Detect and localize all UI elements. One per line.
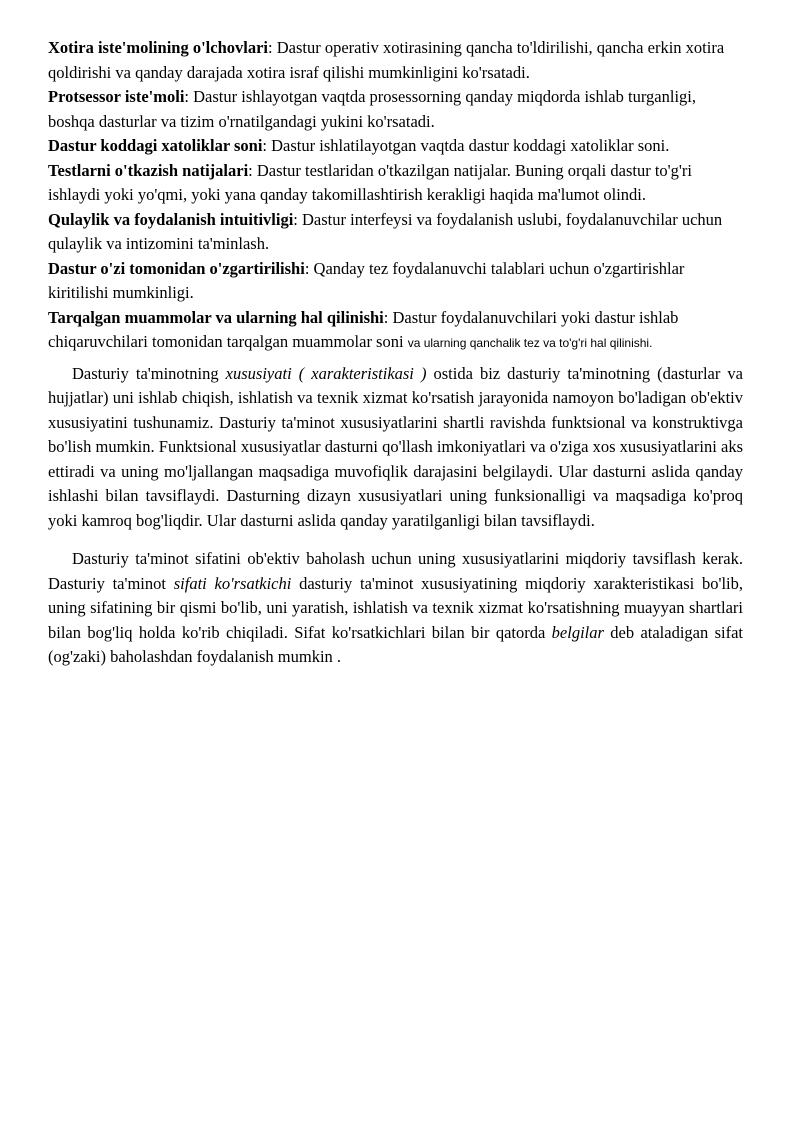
paragraph-text: deb ataladigan sifat (og'zaki) baholashdan foydalanish mumkin . — [48, 622, 743, 666]
list-item — [48, 306, 743, 356]
paragraph-characteristics — [48, 362, 743, 534]
list-item — [48, 85, 743, 134]
item-text: : Dastur interfeysi va foydalanish uslubi, foydalanuvchilar uchun qulaylik va intizomini ta'minlash. — [48, 209, 723, 253]
item-term: Qulaylik va foydalanish intuitivligi — [48, 209, 294, 229]
list-item — [48, 134, 743, 159]
item-term: Dastur o'zi tomonidan o'zgartirilishi — [48, 258, 305, 278]
item-text: : Qanday tez foydalanuvchi talablari uchun o'zgartirishlar kiritilishi mumkinligi. — [48, 258, 685, 302]
document-page — [48, 36, 743, 670]
item-text: : Dastur ishlatilayotgan vaqtda dastur koddagi xatoliklar soni. — [262, 136, 670, 155]
item-text: : Dastur ishlayotgan vaqtda prosessorning qanday miqdorda ishlab turganligi, boshqa dasturlar va tizim o'rnatilgandagi yukini ko'rsatadi. — [48, 87, 696, 131]
paragraph-quality-indicator — [48, 547, 743, 670]
item-term: Protsessor iste'moli — [48, 87, 185, 106]
paragraph-italic-term: xususiyati ( xarakteristikasi ) — [225, 363, 427, 383]
item-text: : Dastur testlaridan o'tkazilgan natijalar. Buning orqali dastur to'g'ri ishlaydi yoki yo'qmi, yoki yana qanday takomillashtirish kerakligi haqida ma'lumot olindi. — [48, 160, 692, 204]
paragraph-italic-term: belgilar — [551, 622, 604, 642]
paragraph-text: Dasturiy ta'minotning — [72, 363, 226, 383]
item-term: Dastur koddagi xatoliklar soni — [48, 136, 263, 155]
item-term: Tarqalgan muammolar va ularning hal qilinishi — [48, 307, 384, 327]
list-item — [48, 208, 743, 257]
item-text: : Dastur foydalanuvchilari yoki dastur ishlab chiqaruvchilari tomonidan tarqalgan muammolar soni — [48, 307, 679, 351]
paragraph-text: dasturiy ta'minot xususiyatining miqdoriy xarakteristikasi bo'lib, uning sifatining bir qismi bo'lib, uni yaratish, ishlatish va texnik xizmat ko'rsatishning muayyan shartlari bilan bog'liq holda ko'rib chiqiladi. Sifat ko'rsatkichlari bilan bir qatorda — [48, 573, 743, 642]
paragraph-text: Dasturiy ta'minot sifatini ob'ektiv baholash uchun uning xususiyatlarini miqdoriy tavsiflash kerak. Dasturiy ta'minot — [48, 549, 743, 593]
list-item — [48, 257, 743, 306]
item-text: : Dastur operativ xotirasining qancha to'ldirilishi, qancha erkin xotira qoldirishi va qanday darajada xotira israf qilishi mumkinligini ko'rsatadi. — [48, 38, 725, 82]
list-item — [48, 36, 743, 85]
item-term: Xotira iste'molining o'lchovlari — [48, 38, 268, 57]
paragraph-italic-term: sifati ko'rsatkichi — [173, 573, 292, 593]
list-item — [48, 159, 743, 208]
item-text-small: va ularning qanchalik tez va to'g'ri hal qilinishi. — [407, 336, 653, 350]
paragraph-text: ostida biz dasturiy ta'minotning (dasturlar va hujjatlar) uni ishlab chiqish, ishlatish va texnik xizmat ko'rsatish jarayonida namoyon bo'ladigan ob'ektiv xususiyatini tushunamiz. Dasturiy ta'minot xususiyatlarini shartli ravishda funktsional va konstruktivga bo'lish mumkin. Funktsional xususiyatlar dasturni qo'llash imkoniyatlari va o'ziga xos xususiyatlarini aks ettiradi va uning mo'ljallangan maqsadiga muvofiqlik darajasini belgilaydi. Ular dasturni aslida qanday ishlashi bilan tavsiflaydi. Dasturning dizayn xususiyatlari uning funksionalligi va maqsadiga ko'proq yoki kamroq bog'liqdir. Ular dasturni aslida qanday yaratilganligi bilan tavsiflaydi. — [48, 363, 743, 530]
item-term: Testlarni o'tkazish natijalari — [48, 160, 249, 180]
